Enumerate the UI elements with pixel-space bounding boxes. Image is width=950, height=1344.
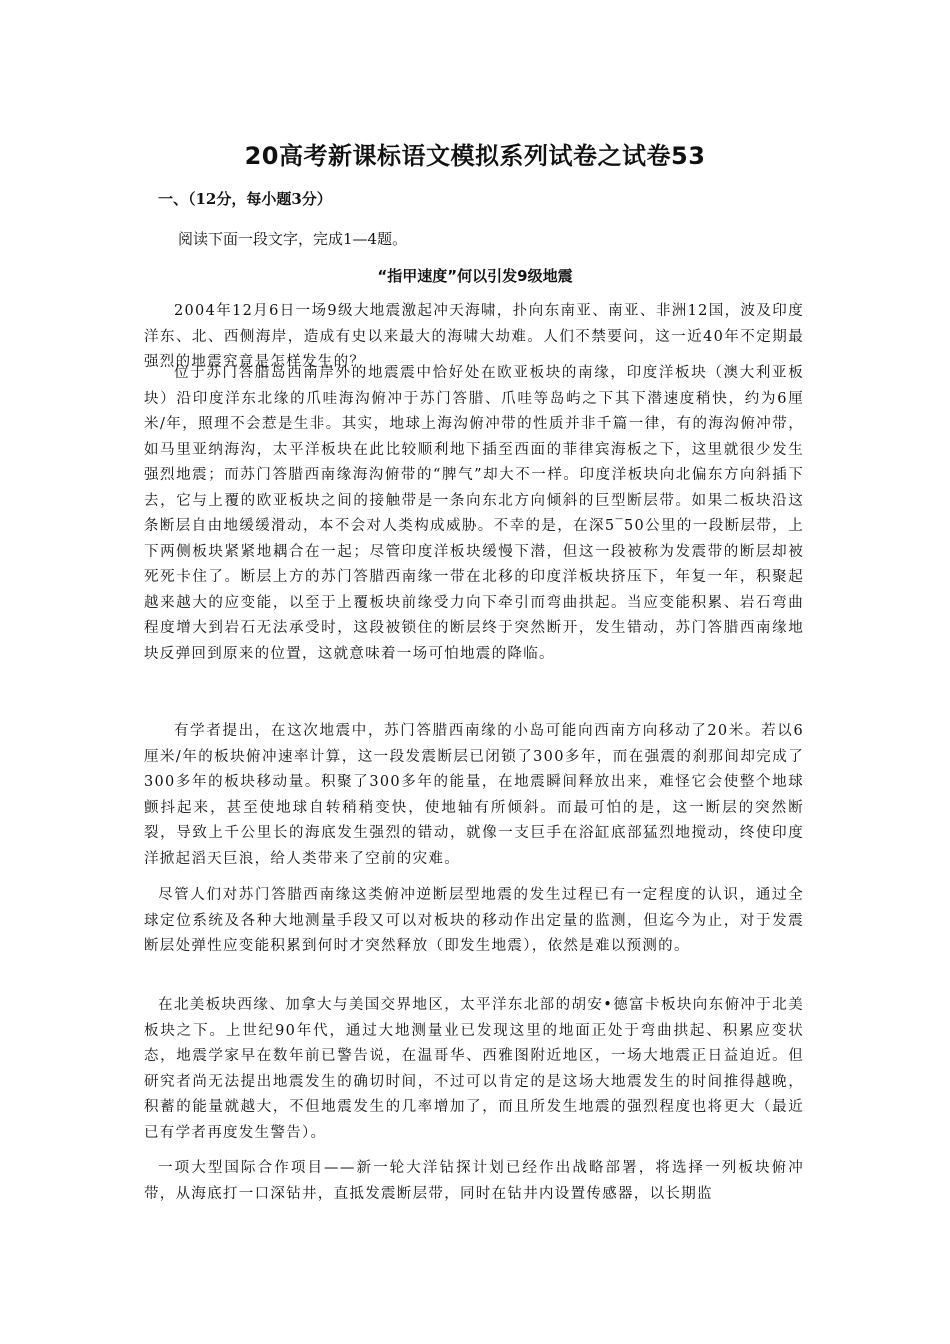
article-paragraph-3: 有学者提出，在这次地震中，苏门答腊西南缘的小岛可能向西南方向移动了20米。若以6厘米/年的板块俯冲速率计算，这一段发震断层已闭锁了300多年，而在强震的刹那间却完成了300多年的板块移动量。积聚了300多年的能量，在地震瞬间释放出来，难怪它会使整个地球颤抖起来，甚至使地球自转稍稍变快，使地轴有所倾斜。而最可怕的是，这一断层的突然断裂，导致上千公里长的海底发生强烈的错动，就像一支巨手在浴缸底部猛烈地搅动，终使印度洋掀起滔天巨浪，给人类带来了空前的灾难。 bbox=[144, 723, 804, 867]
section-heading: 一、（12分，每小题3分） bbox=[158, 190, 332, 208]
article-paragraph-2: 位于苏门答腊岛西南岸外的地震震中恰好处在欧亚板块的南缘，印度洋板块（澳大利亚板块）沿印度洋东北缘的爪哇海沟俯冲于苏门答腊、爪哇等岛屿之下其下潜速度稍快，约为6厘米/年，照理不会惹是生非。其实，地球上海沟俯冲带的性质并非千篇一律，有的海沟俯冲带，如马里亚纳海沟，太平洋板块在此比较顺利地下插至西面的菲律宾海板之下，这里就很少发生强烈地震；而苏门答腊西南缘海沟俯带的“脾气”却大不一样。印度洋板块向北偏东方向斜插下去，它与上覆的欧亚板块之间的接触带是一条向东北方向倾斜的巨型断层带。如果二板块沿这条断层自由地缓缓滑动，本不会对人类构成威胁。不幸的是，在深5‾50公里的一段断层带，上下两侧板块紧紧地耦合在一起；尽管印度洋板块缓慢下潜，但这一段被称为发震带的断层却被死死卡住了。断层上方的苏门答腊西南缘一带在北移的印度洋板块挤压下，年复一年，积聚起越来越大的应变能，以至于上覆板块前缘受力向下牵引而弯曲拱起。当应变能积累、岩石弯曲程度增大到岩石无法承受时，这段被锁住的断层终于突然断开，发生错动，苏门答腊西南缘地块反弹回到原来的位置，这就意味着一场可怕地震的降临。 bbox=[144, 365, 804, 662]
article-paragraph-5: 在北美板块西缘、加拿大与美国交界地区，太平洋东北部的胡安•德富卡板块向东俯冲于北美板块之下。上世纪90年代，通过大地测量业已发现这里的地面正处于弯曲拱起、积累应变状态，地震学家早在数年前已警告说，在温哥华、西雅图附近地区，一场大地震正日益迫近。但研究者尚无法提出地震发生的确切时间，不过可以肯定的是这场大地震发生的时间推得越晚，积蓄的能量就越大，不但地震发生的几率增加了，而且所发生地震的强烈程度也将更大（最近已有学者再度发生警告）。 bbox=[144, 997, 804, 1141]
article-paragraph-4: 尽管人们对苏门答腊西南缘这类俯冲逆断层型地震的发生过程已有一定程度的认识，通过全球定位系统及各种大地测量手段又可以对板块的移动作出定量的监测，但迄今为止，对于发震断层处弹性应变能积累到何时才突然释放（即发生地震），依然是难以预测的。 bbox=[144, 887, 804, 954]
article-paragraph-1: 2004年12月6日一场9级大地震激起冲天海啸，扑向东南亚、南亚、非洲12国，波及印度洋东、北、西侧海岸，造成有史以来最大的海啸大劫难。人们不禁要问，这一近40年不定期最强烈的地震究竟是怎样发生的？ bbox=[144, 303, 804, 370]
reading-instruction: 阅读下面一段文字，完成1—4题。 bbox=[178, 230, 408, 248]
article-title: “指甲速度”何以引发9级地震 bbox=[377, 267, 573, 285]
page-title: 20高考新课标语文模拟系列试卷之试卷53 bbox=[244, 142, 706, 170]
article-paragraph-6: 一项大型国际合作项目——新一轮大洋钻探计划已经作出战略部署，将选择一列板块俯冲带，从海底打一口深钻井，直抵发震断层带，同时在钻井内设置传感器，以长期监 bbox=[144, 1160, 804, 1202]
